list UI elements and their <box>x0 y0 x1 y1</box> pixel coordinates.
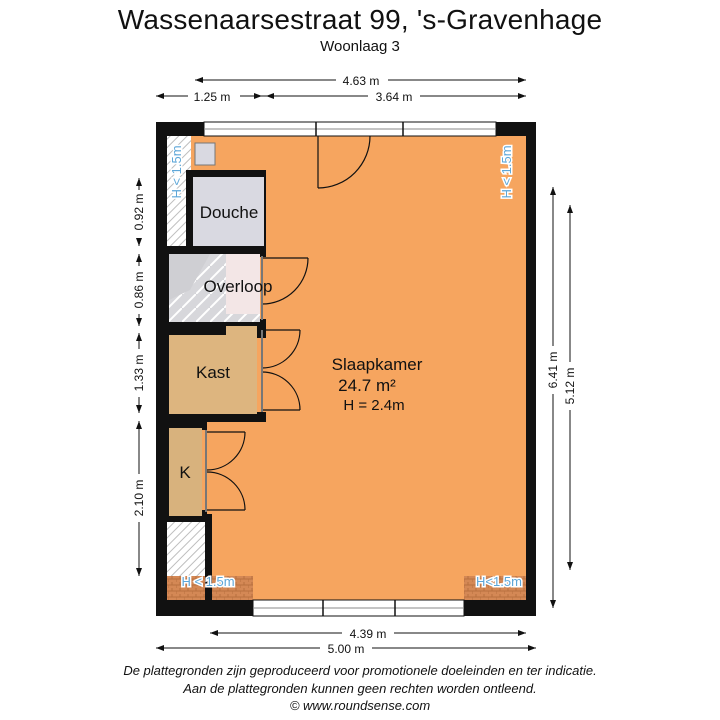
footer-disclaimer-2: Aan de plattegronden kunnen geen rechten worden ontleend. <box>183 681 537 696</box>
room-label-overloop: Overloop <box>203 277 273 296</box>
dim-label-bottom-total: 5.00 m <box>327 642 365 656</box>
room-height-slaapkamer: H = 2.4m <box>343 397 405 414</box>
room-label-slaapkamer: Slaapkamer <box>331 355 423 374</box>
dim-label-right-outer: 6.41 m <box>546 351 560 389</box>
dim-label-left-2: 0.86 m <box>132 271 146 309</box>
sink-fixture <box>195 143 215 165</box>
room-area-slaapkamer: 24.7 m² <box>338 376 396 395</box>
height-label-top-right: H < 1.5m <box>499 145 514 199</box>
dim-label-top-total: 4.63 m <box>342 74 380 88</box>
dim-label-top-left: 1.25 m <box>193 90 231 104</box>
page-title: Wassenaarsestraat 99, 's-Gravenhage <box>117 4 603 35</box>
room-label-kast: Kast <box>195 363 231 382</box>
dim-label-left-1: 0.92 m <box>132 193 146 231</box>
dim-label-top-right: 3.64 m <box>375 90 413 104</box>
footer-copyright: © www.roundsense.com <box>289 698 431 713</box>
room-label-douche: Douche <box>199 203 259 222</box>
dim-label-right-inner: 5.12 m <box>563 367 577 405</box>
height-label-bottom-left: H < 1.5m <box>181 574 235 589</box>
room-label-k: K <box>179 463 191 482</box>
height-label-top-left: H < 1.5m <box>169 145 184 199</box>
footer-disclaimer-1: De plattegronden zijn geproduceerd voor promotionele doeleinden en ter indicatie. <box>123 663 597 678</box>
dim-label-left-3: 1.33 m <box>132 354 146 392</box>
dim-label-left-4: 2.10 m <box>132 479 146 517</box>
page-subtitle: Woonlaag 3 <box>320 38 400 55</box>
height-label-bottom-right: H<1.5m <box>476 574 522 589</box>
hatch-bottom-left <box>167 522 205 576</box>
dim-label-bottom-inner: 4.39 m <box>349 627 387 641</box>
